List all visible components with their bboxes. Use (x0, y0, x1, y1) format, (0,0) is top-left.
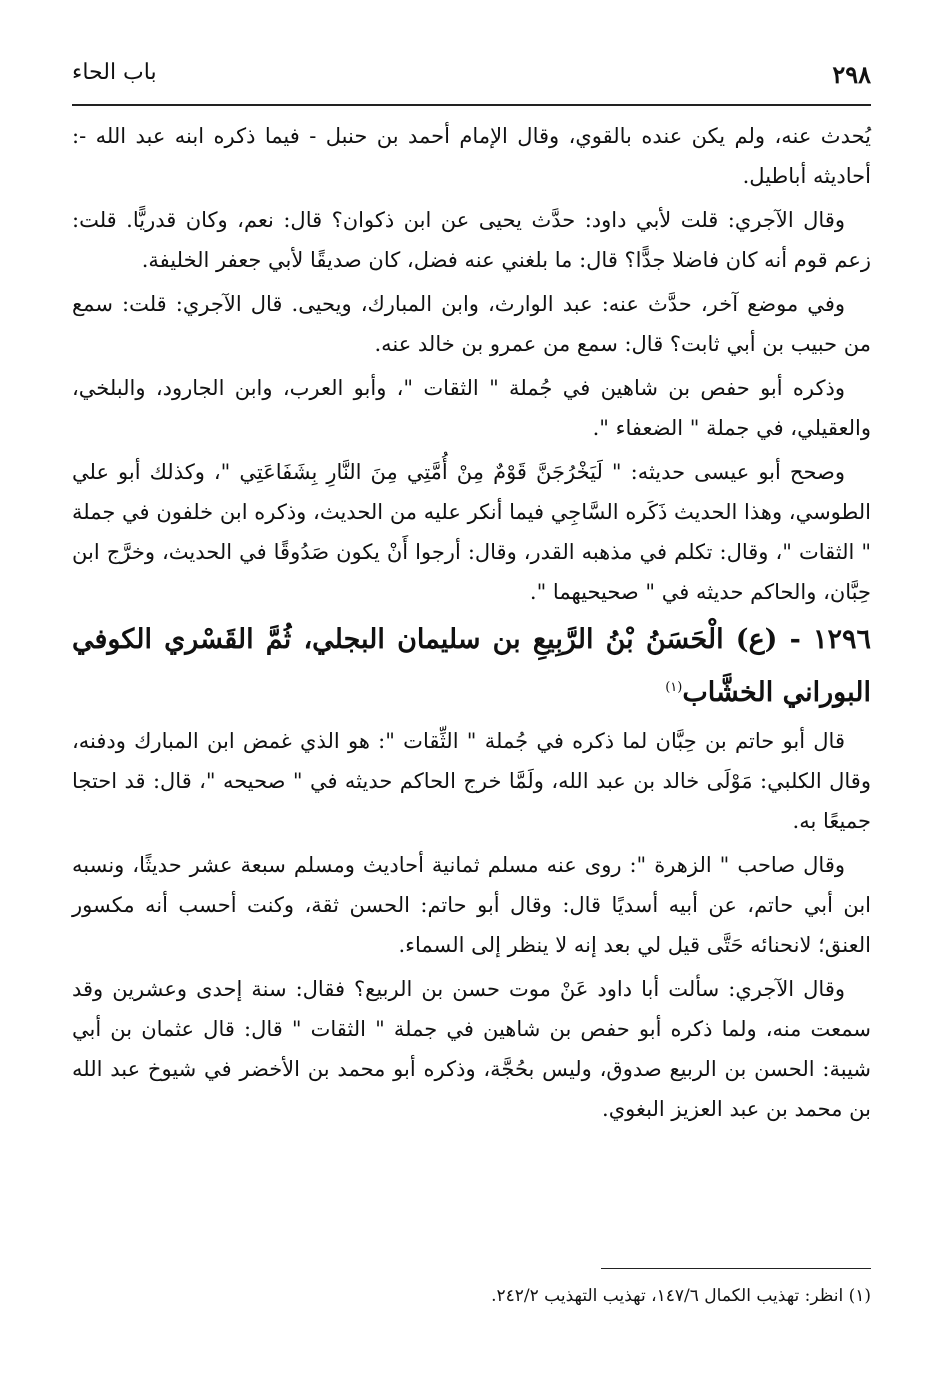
paragraph-2: وقال الآجري: قلت لأبي داود: حدَّث يحيى عن ابن ذكوان؟ قال: نعم، وكان قدريًّا. قلت: زعم قوم أنه كان فاضلا جدًّا؟ قال: ما بلغني عنه فضل، كان صديقًا لأبي جعفر الخليفة. (72, 208, 871, 272)
entry-heading-text: ١٢٩٦ - (ع) الْحَسَنُ بْنُ الرَّبِيعِ بن سليمان البجلي، ثُمَّ القَسْري الكوفي البوراني الخشَّاب (72, 624, 871, 708)
paragraph-6: قال أبو حاتم بن حِبَّان لما ذكره في جُملة " الثِّقات ": هو الذي غمض ابن المبارك ودفنه، وقال الكلبي: مَوْلَى خالد بن عبد الله، ولَمَّا خرج الحاكم حديثه في " صحيحه "، قال: قد احتجا جميعًا به. (72, 729, 871, 833)
paragraph-4: وذكره أبو حفص بن شاهين في جُملة " الثقات "، وأبو العرب، وابن الجارود، والبلخي، والعقيلي، في جملة " الضعفاء ". (72, 376, 871, 440)
main-text (72, 116, 871, 1133)
page-header (72, 58, 871, 98)
paragraph-5: وصحح أبو عيسى حديثه: " لَيَخْرُجَنَّ قَوْمٌ مِنْ أُمَّتِي مِنَ النَّارِ بِشَفَاعَتِي "، وكذلك أبو علي الطوسي، وهذا الحديث ذَكَره السَّاجِي فيما أنكر عليه من الحديث، وذكره ابن خلفون في جملة " الثقات "، وقال: تكلم في مذهبه القدر، وقال: أرجوا أَنْ يكون صَدُوقًا في الحديث، وخرَّج ابن حِبَّان، والحاكم حديثه في " صحيحيهما ". (72, 460, 871, 604)
paragraph-8: وقال الآجري: سألت أبا داود عَنْ موت حسن بن الربيع؟ فقال: سنة إحدى وعشرين وقد سمعت منه، ولما ذكره أبو حفص بن شاهين في جملة " الثقات " قال: قال عثمان بن أبي شيبة: الحسن بن الربيع صدوق، وليس بحُجَّة، وذكره أبو محمد بن الأخضر في شيوخ عبد الله بن محمد بن عبد العزيز البغوي. (72, 977, 871, 1121)
paragraph-7: وقال صاحب " الزهرة ": روى عنه مسلم ثمانية أحاديث ومسلم سبعة عشر حديثًا، ونسبه ابن أبي حاتم، عن أبيه أسديًا قال: وقال أبو حاتم: الحسن ثقة، وكنت أحسب أنه مكسور العنق؛ لانحنائه حَتَّى قيل لي بعد إنه لا ينظر إلى السماء. (72, 853, 871, 957)
paragraph-1: يُحدث عنه، ولم يكن عنده بالقوي، وقال الإمام أحمد بن حنبل - فيما ذكره ابنه عبد الله -: أحاديثه أباطيل. (72, 124, 871, 188)
footnote: (١) انظر: تهذيب الكمال ١٤٧/٦، تهذيب التهذيب ٢٤٢/٢. (491, 1286, 871, 1306)
paragraph-3: وفي موضع آخر، حدَّث عنه: عبد الوارث، وابن المبارك، ويحيى. قال الآجري: قلت: سمع من حبيب بن أبي ثابت؟ قال: سمع من عمرو بن خالد عنه. (72, 292, 871, 356)
footnote-reference[interactable]: (١) (665, 680, 683, 695)
header-divider (72, 104, 871, 106)
entry-heading (72, 616, 871, 717)
chapter-title: باب الحاء (72, 60, 157, 85)
page-number: ٢٩٨ (832, 60, 871, 89)
